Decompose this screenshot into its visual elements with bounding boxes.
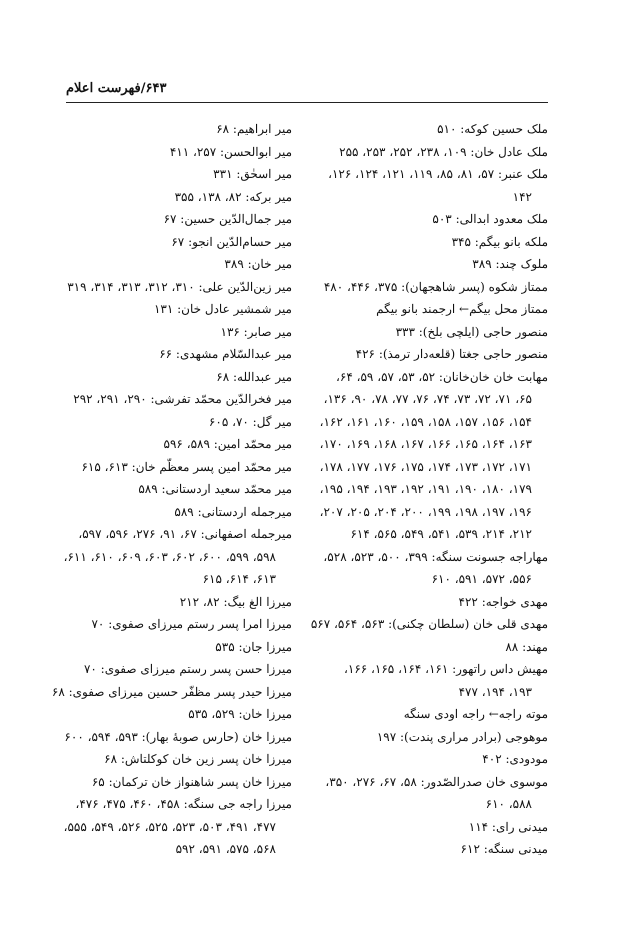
index-entry: میر ابوالحسن: ۲۵۷، ۴۱۱ [169,144,292,159]
index-entry: موهوجی (برادر مراری پندت): ۱۹۷ [376,729,548,744]
index-entry: ۲۱۲، ۲۱۴، ۵۳۹، ۵۴۱، ۵۴۹، ۵۶۵، ۶۱۴ [350,527,532,541]
index-entry: ملک عادل خان: ۱۰۹، ۲۳۸، ۲۵۲، ۲۵۳، ۲۵۵ [339,144,548,159]
index-entry: میرزا امرا پسر رستم میرزای صفوی: ۷۰ [91,617,292,631]
index-entry: ۵۶۸، ۵۷۵، ۵۹۱، ۵۹۲ [175,842,276,856]
index-entry: مهیش داس راتهور: ۱۶۱، ۱۶۴، ۱۶۵، ۱۶۶، [344,662,548,676]
index-entry: میرزا حیدر پسر مظفّر حسین میرزای صفوی: ۶۸ [51,684,292,699]
index-entry: میرجمله اردستانی: ۵۸۹ [174,504,292,519]
index-entry: موته راجه← راجه اودی سنگه [403,707,548,721]
index-entry: میدنی رای: ۱۱۴ [468,819,548,834]
index-entry: میر زین‌الدّین علی: ۳۱۰، ۳۱۲، ۳۱۳، ۳۱۴، ۳۱۹ [67,279,292,294]
index-entry: میر حسام‌الدّین انجو: ۶۷ [171,234,292,249]
index-entry: موسوی خان صدرالصّدور: ۵۸، ۶۷، ۲۷۶، ۳۵۰، [325,774,548,789]
index-entry: ۱۴۲ [512,189,532,204]
index-entry: میر عبدالله: ۶۸ [216,369,292,384]
index-entry: میر اسحٰق: ۳۳۱ [213,167,292,181]
index-entry: ۱۹۳، ۱۹۴، ۴۷۷ [458,684,532,699]
index-entry: ۱۶۳، ۱۶۴، ۱۶۵، ۱۶۶، ۱۶۷، ۱۶۸، ۱۶۹، ۱۷۰، [319,437,532,451]
index-entry: میرزا حسن پسر رستم میرزای صفوی: ۷۰ [83,662,292,676]
index-entry: ملک حسین کوکه: ۵۱۰ [437,122,548,136]
index-entry: ملوک چند: ۳۸۹ [472,257,548,271]
index-entry: میرزا خان پسر زین خان کوکلتاش: ۶۸ [104,752,292,766]
index-entry: ملک معدود ابدالی: ۵۰۳ [432,212,548,226]
index-entry: مهدی قلی خان (سلطان چکنی): ۵۶۳، ۵۶۴، ۵۶۷ [310,617,548,631]
index-entry: میر فخرالدّین محمّد تفرشی: ۲۹۰، ۲۹۱، ۲۹۲ [73,392,292,406]
index-entry: ۱۵۴، ۱۵۶، ۱۵۷، ۱۵۸، ۱۵۹، ۱۶۰، ۱۶۱، ۱۶۲، [319,414,532,429]
index-entry: میر ابراهیم: ۶۸ [216,122,292,136]
index-entry: میر خان: ۳۸۹ [224,257,292,271]
page-header [66,78,548,103]
index-entry: میرزا خان (حارس صوبهٔ بهار): ۵۹۳، ۵۹۴، ۶۰۰ [64,729,292,744]
index-entry: میر محمّد امین: ۵۸۹، ۵۹۶ [163,437,292,451]
index-entry: میر محمّد سعید اردستانی: ۵۸۹ [138,482,292,496]
index-entry: میر گل: ۷۰، ۶۰۵ [208,414,292,429]
index-entry: مودودی: ۴۰۲ [482,752,548,766]
index-entry: میر برکه: ۸۲، ۱۳۸، ۳۵۵ [174,189,292,204]
index-entry: میر محمّد امین پسر معظّم خان: ۶۱۳، ۶۱۵ [81,459,292,474]
index-entry: میرزا جان: ۵۳۵ [215,639,292,654]
index-entry: ۶۱۳، ۶۱۴، ۶۱۵ [202,572,276,586]
index-entry: میر جمال‌الدّین حسین: ۶۷ [163,212,292,226]
index-entry: مهاراجه جسونت سنگه: ۳۹۹، ۵۰۰، ۵۲۳، ۵۲۸، [323,549,548,564]
index-entry: ملکه بانو بیگم: ۳۴۵ [451,234,548,249]
index-entry: ۵۵۶، ۵۷۲، ۵۹۱، ۶۱۰ [431,572,532,586]
index-entry: ۱۷۱، ۱۷۲، ۱۷۳، ۱۷۴، ۱۷۵، ۱۷۶، ۱۷۷، ۱۷۸، [319,459,532,474]
index-entry: میدنی سنگه: ۶۱۲ [460,842,548,856]
index-entry: ۵۹۸، ۵۹۹، ۶۰۰، ۶۰۲، ۶۰۳، ۶۰۹، ۶۱۰، ۶۱۱، [63,549,276,564]
index-entry: میرزا راجه جی سنگه: ۴۵۸، ۴۶۰، ۴۷۵، ۴۷۶، [75,797,292,811]
index-entry: میرزا الغ بیگ: ۸۲، ۲۱۲ [179,594,292,609]
index-entry: مهند: ۸۸ [505,639,548,654]
index-entry: ملک عنبر: ۵۷، ۸۱، ۸۵، ۱۱۹، ۱۲۱، ۱۲۴، ۱۲۶، [328,167,548,181]
index-entry: میر عبدالسّلام مشهدی: ۶۶ [159,347,292,361]
page-title: ۶۴۳/فهرست اعلام [66,81,167,96]
index-entry: منصور حاجی جغتا (قلعه‌دار ترمذ): ۴۲۶ [355,347,548,361]
index-entry: میرزا خان پسر شاهنواز خان ترکمان: ۶۵ [91,774,292,789]
index-entry: میر شمشیر عادل خان: ۱۳۱ [153,302,292,316]
index-entry: ۴۷۷، ۴۹۱، ۵۰۳، ۵۲۳، ۵۲۵، ۵۲۶، ۵۴۹، ۵۵۵، [63,819,276,834]
index-entry: میر صابر: ۱۳۶ [220,324,292,339]
index-entry: میرجمله اصفهانی: ۶۷، ۹۱، ۲۷۶، ۵۹۶، ۵۹۷، [78,527,292,541]
index-column-right [310,118,548,861]
index-entry: ۱۹۶، ۱۹۷، ۱۹۸، ۱۹۹، ۲۰۰، ۲۰۴، ۲۰۵، ۲۰۷، [319,504,532,519]
index-column-left [51,118,292,861]
index-entry: منصور حاجی (ایلچی بلخ): ۳۳۳ [395,324,548,339]
index-entry: ممتاز محل بیگم← ارجمند بانو بیگم [376,302,548,316]
index-entry: مهابت خان خان‌خانان: ۵۲، ۵۳، ۵۷، ۵۹، ۶۴، [336,369,548,384]
index-entry: ۵۸۸، ۶۱۰ [485,797,532,811]
index-entry: ۶۵، ۷۱، ۷۲، ۷۳، ۷۴، ۷۶، ۷۷، ۷۸، ۹۰، ۱۳۶، [323,392,532,406]
index-entry: مهدی خواجه: ۴۲۲ [458,594,548,609]
index-entry: ۱۷۹، ۱۸۰، ۱۹۰، ۱۹۱، ۱۹۲، ۱۹۳، ۱۹۴، ۱۹۵، [319,482,532,496]
index-entry: ممتاز شکوه (پسر شاهجهان): ۳۷۵، ۴۴۶، ۴۸۰ [323,279,548,294]
index-entry: میرزا خان: ۵۲۹، ۵۳۵ [188,707,292,721]
